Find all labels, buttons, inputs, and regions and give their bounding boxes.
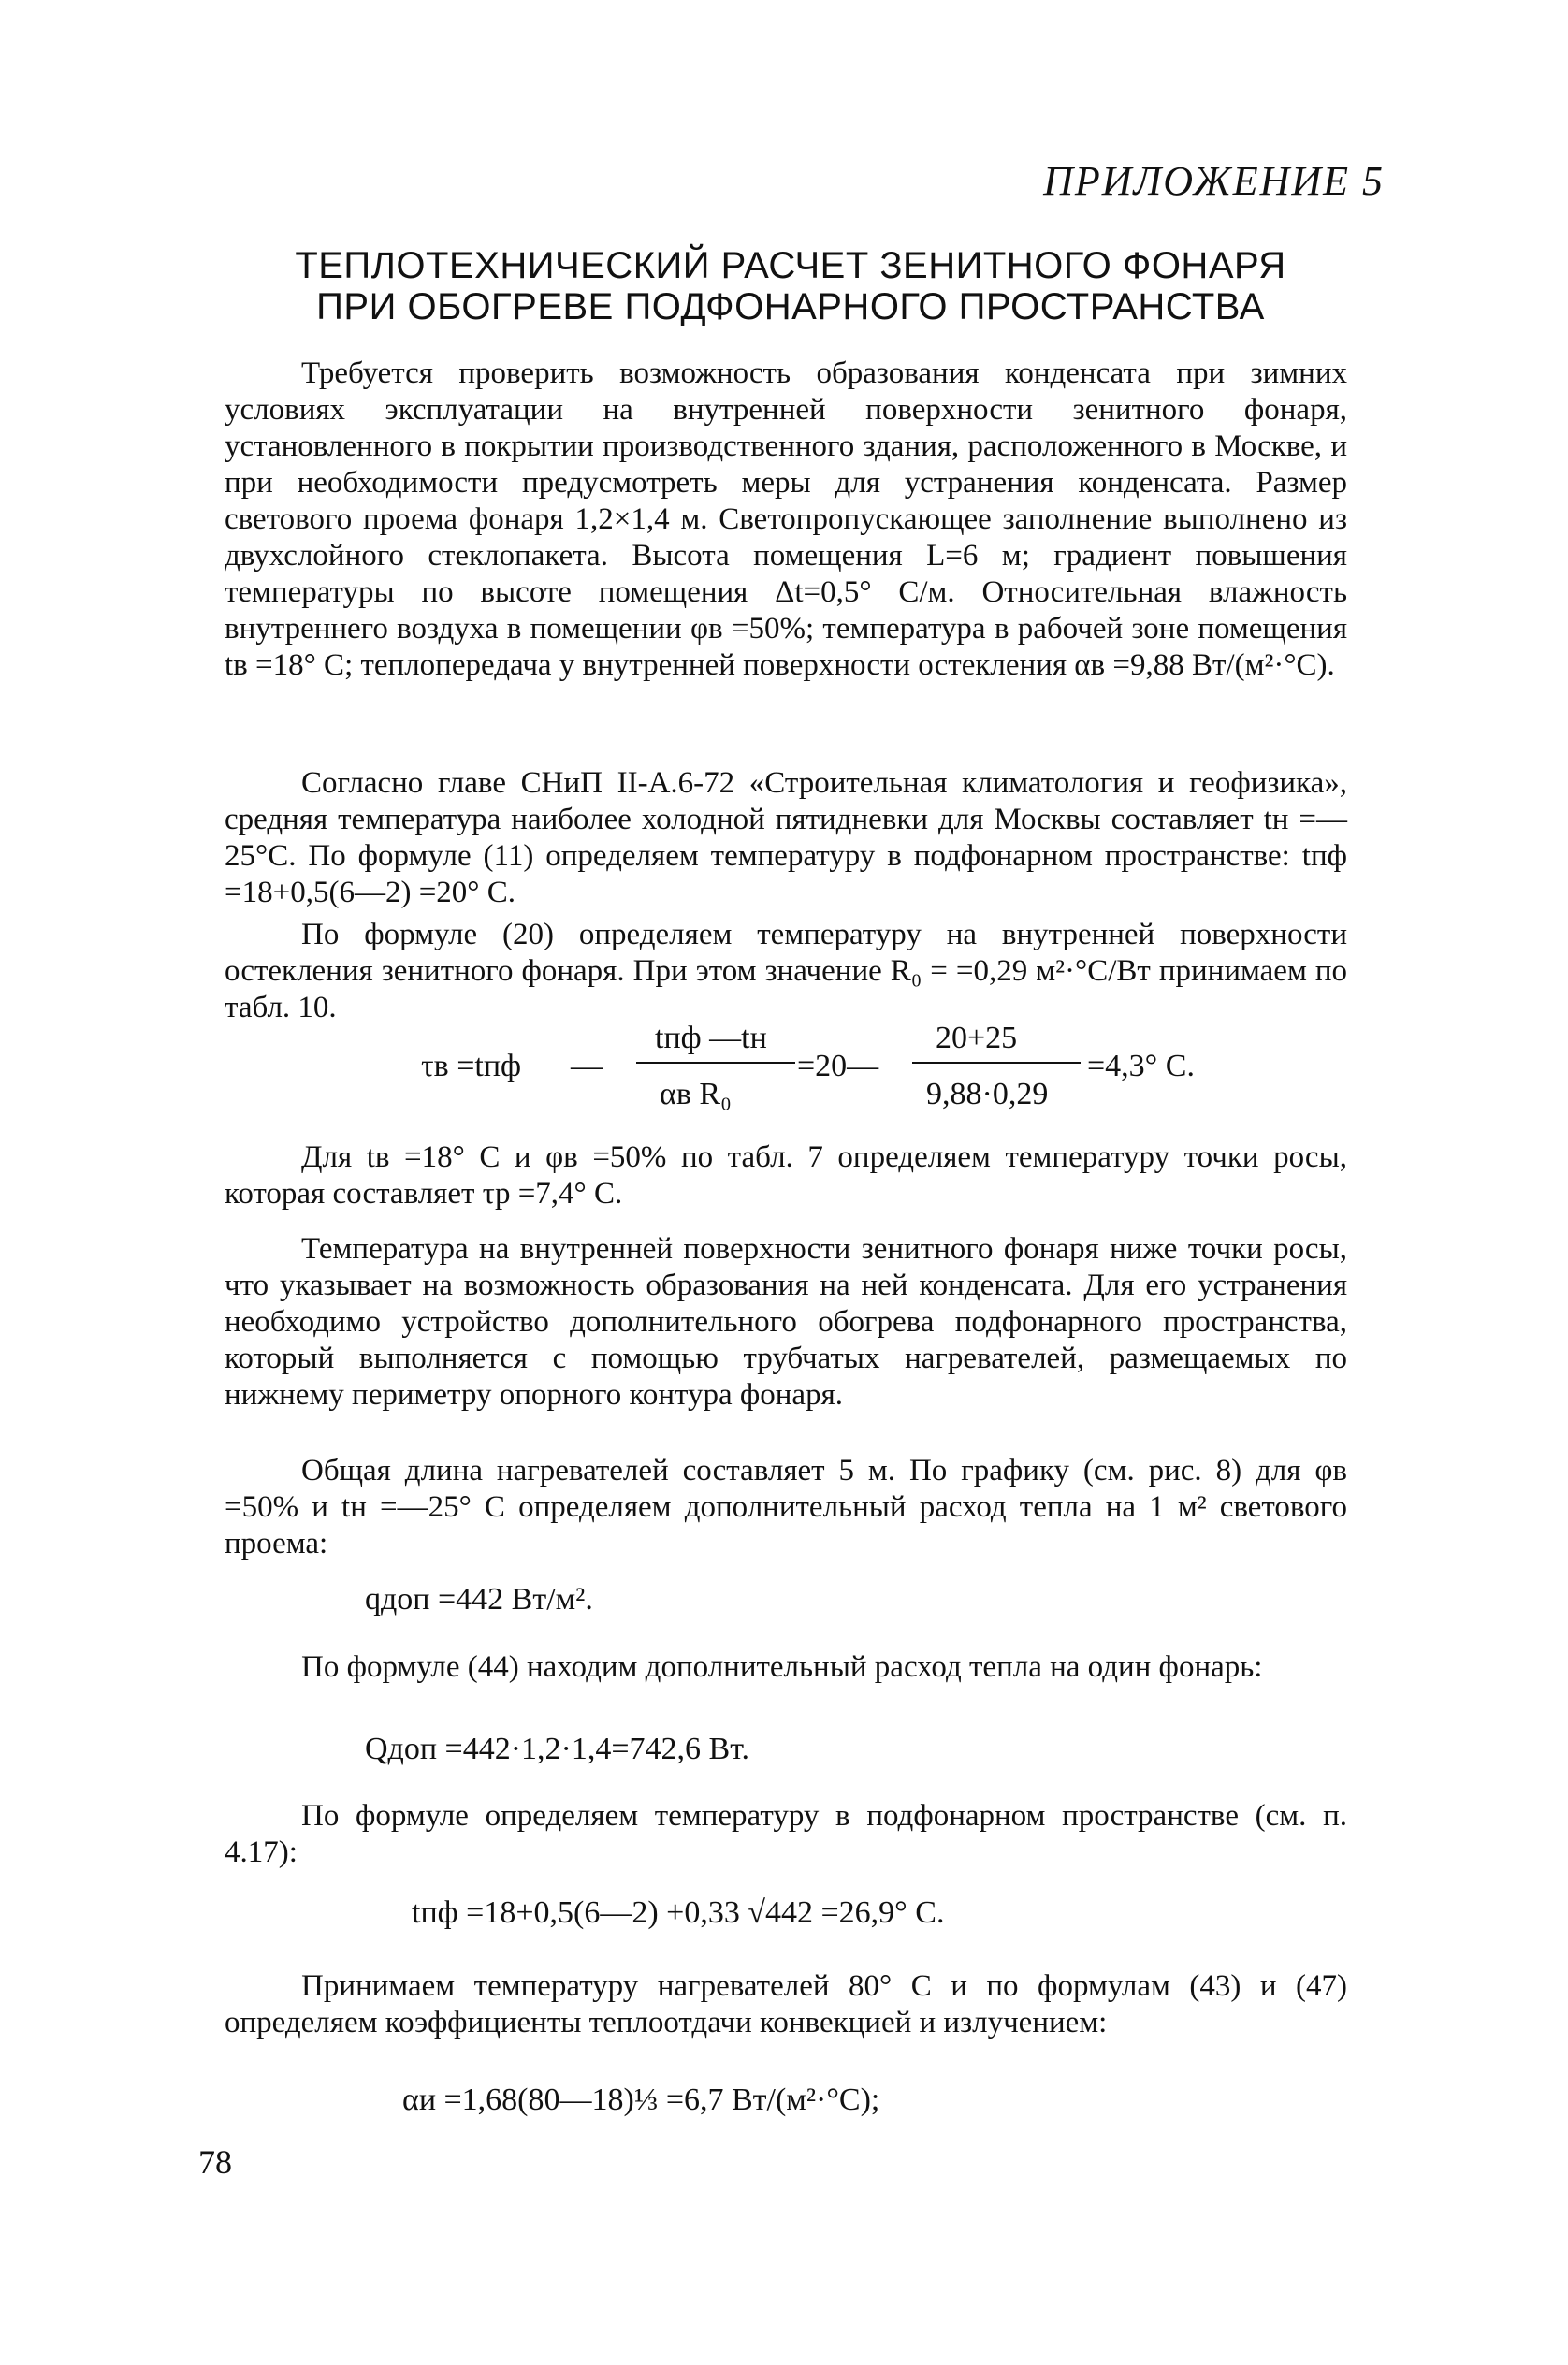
page-title xyxy=(187,245,1394,327)
title-line-1: ТЕПЛОТЕХНИЧЕСКИЙ РАСЧЕТ ЗЕНИТНОГО ФОНАРЯ xyxy=(295,245,1286,286)
paragraph-formula-417: По формуле определяем температуру в подфонарном пространстве (см. п. 4.17): xyxy=(225,1799,1347,1869)
formula-tau-lhs: τв =tпф xyxy=(421,1049,522,1083)
formula-tau-denominator-2: 9,88·0,29 xyxy=(926,1077,1049,1111)
paragraph-formula-20: По формуле (20) определяем температуру на внутренней поверхности остекления зенитного фонаря. При этом значение R₀ = =0,29 м²·°С/Вт принимаем по табл. 10. xyxy=(225,918,1347,1024)
paragraph-problem: Требуется проверить возможность образования конденсата при зимних условиях эксплуатации на внутренней поверхности зенитного фонаря, установленного в покрытии производственного здания, расположенного в Москве, и при необходимости предусмотреть меры для устранения конденсата. Размер светового проема фонаря 1,2×1,4 м. Светопропускающее заполнение выполнено из двухслойного стеклопакета. Высота помещения L=6 м; градиент повышения температуры по высоте помещения Δt=0,5° C/м. Относительная влажность внутреннего воздуха в помещении φв =50%; температура в рабочей зоне помещения tв =18° С; теплопередача у внутренней поверхности остекления αв =9,88 Вт/(м²·°С). xyxy=(225,356,1347,682)
formula-tau-denominator: αв R₀ xyxy=(660,1077,732,1111)
paragraph-formula-44: По формуле (44) находим дополнительный расход тепла на один фонарь: xyxy=(301,1650,1263,1684)
paragraph-heaters: Общая длина нагревателей составляет 5 м. По графику (см. рис. 8) для φв =50% и tн =—25° С определяем дополнительный расход тепла на 1 м² светового проема: xyxy=(225,1454,1347,1560)
formula-t-pf: tпф =18+0,5(6—2) +0,33 √442 =26,9° С. xyxy=(412,1895,945,1930)
formula-alpha-i: αи =1,68(80—18)⅓ =6,7 Вт/(м²·°С); xyxy=(402,2082,880,2117)
formula-tau-result: =4,3° С. xyxy=(1087,1049,1195,1083)
formula-tau-minus: — xyxy=(571,1049,603,1083)
page-number: 78 xyxy=(198,2143,232,2181)
title-line-2: ПРИ ОБОГРЕВЕ ПОДФОНАРНОГО ПРОСТРАНСТВА xyxy=(316,286,1265,327)
formula-Q-dop: Qдоп =442·1,2·1,4=742,6 Вт. xyxy=(365,1732,750,1766)
formula-tau-eq20: =20— xyxy=(797,1049,879,1083)
fraction-bar-1 xyxy=(636,1062,795,1064)
formula-q-dop: qдоп =442 Вт/м². xyxy=(365,1582,593,1617)
formula-tau-numerator-2: 20+25 xyxy=(936,1021,1018,1055)
paragraph-dew-point: Для tв =18° С и φв =50% по табл. 7 определяем температуру точки росы, которая составляет τр =7,4° С. xyxy=(225,1140,1347,1211)
fraction-bar-2 xyxy=(912,1062,1081,1064)
paragraph-condensate: Температура на внутренней поверхности зенитного фонаря ниже точки росы, что указывает на возможность образования на ней конденсата. Для его устранения необходимо устройство дополнительного обогрева подфонарного пространства, который выполняется с помощью трубчатых нагревателей, размещаемых по нижнему периметру опорного контура фонаря. xyxy=(225,1232,1347,1412)
paragraph-snip: Согласно главе СНиП II-A.6-72 «Строительная климатология и геофизика», средняя температура наиболее холодной пятидневки для Москвы составляет tн =—25°С. По формуле (11) определяем температуру в подфонарном пространстве: tпф =18+0,5(6—2) =20° С. xyxy=(225,766,1347,909)
formula-tau-numerator: tпф —tн xyxy=(655,1021,767,1055)
paragraph-coefficients: Принимаем температуру нагревателей 80° С и по формулам (43) и (47) определяем коэффициенты теплоотдачи конвекцией и излучением: xyxy=(225,1969,1347,2039)
appendix-label: ПРИЛОЖЕНИЕ 5 xyxy=(1043,158,1385,204)
